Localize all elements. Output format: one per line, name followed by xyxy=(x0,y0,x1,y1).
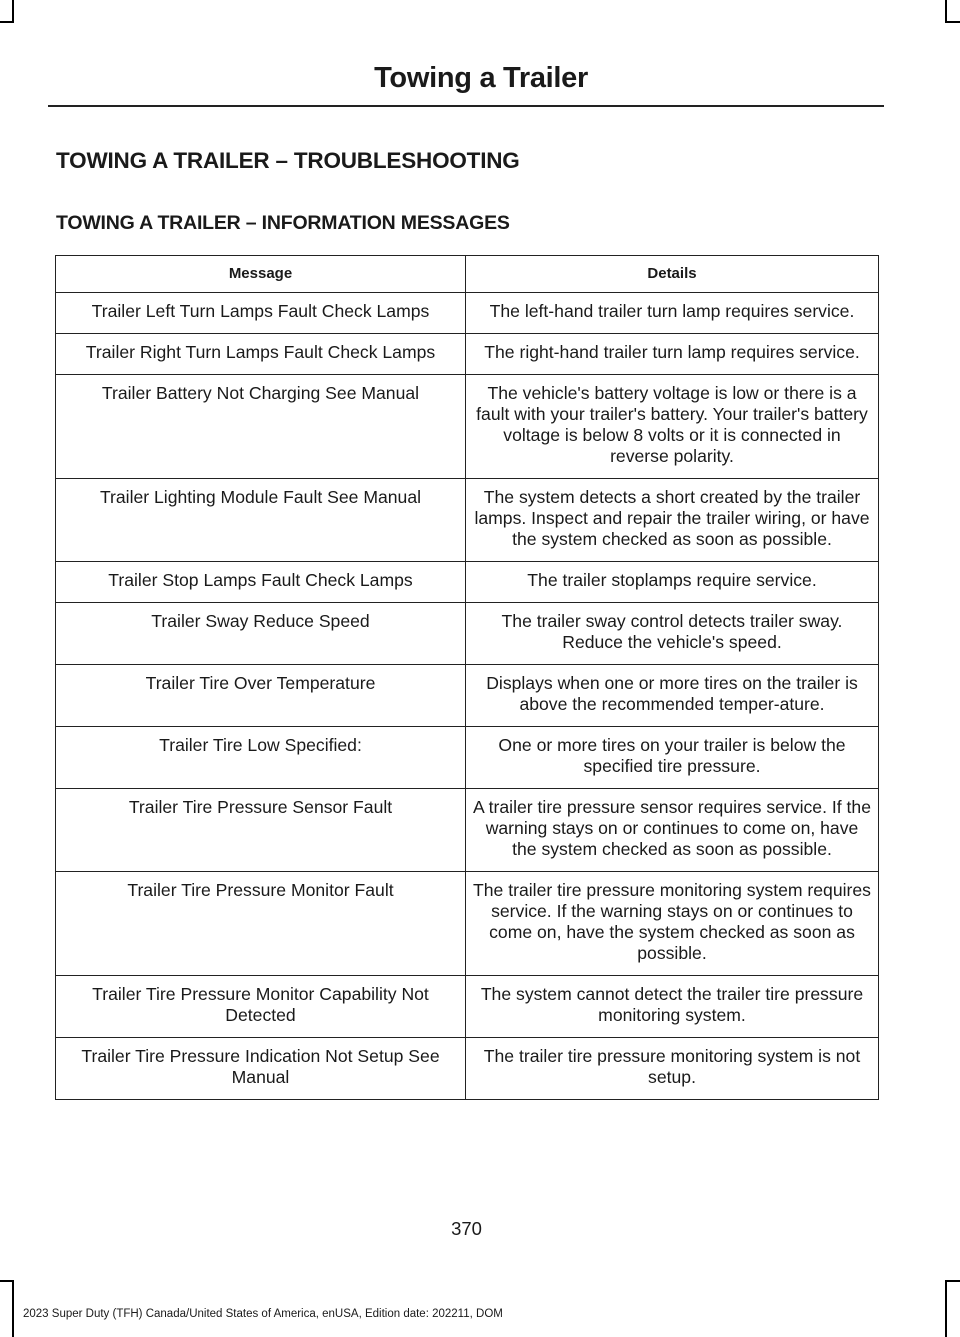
crop-mark-bottom-right-horizontal xyxy=(945,1280,960,1282)
details-cell: The trailer stoplamps require service. xyxy=(466,562,879,603)
crop-mark-bottom-right-vertical xyxy=(945,1280,947,1337)
details-cell: A trailer tire pressure sensor requires service. If the warning stays on or continues to come on, have the system checked as soon as possible. xyxy=(466,789,879,872)
message-cell: Trailer Lighting Module Fault See Manual xyxy=(56,479,466,562)
page-number: 370 xyxy=(451,1218,482,1239)
table-row xyxy=(56,665,879,727)
message-cell: Trailer Stop Lamps Fault Check Lamps xyxy=(56,562,466,603)
details-cell: The trailer tire pressure monitoring system is not setup. xyxy=(466,1038,879,1100)
details-cell: The trailer sway control detects trailer sway. Reduce the vehicle's speed. xyxy=(466,603,879,665)
details-cell: The trailer tire pressure monitoring system requires service. If the warning stays on or continues to come on, have the system checked as soon as possible. xyxy=(466,872,879,976)
message-cell: Trailer Tire Over Temperature xyxy=(56,665,466,727)
details-cell: The system cannot detect the trailer tire pressure monitoring system. xyxy=(466,976,879,1038)
section-heading: TOWING A TRAILER – TROUBLESHOOTING xyxy=(56,148,520,173)
information-messages-table xyxy=(55,255,879,1100)
message-cell: Trailer Tire Low Specified: xyxy=(56,727,466,789)
chapter-title: Towing a Trailer xyxy=(374,62,588,94)
message-cell: Trailer Right Turn Lamps Fault Check Lamps xyxy=(56,334,466,375)
crop-mark-top-right-vertical xyxy=(945,0,947,22)
document-footer: 2023 Super Duty (TFH) Canada/United States of America, enUSA, Edition date: 202211, DOM xyxy=(23,1308,503,1320)
details-cell: Displays when one or more tires on the trailer is above the recommended temper-ature. xyxy=(466,665,879,727)
table-row xyxy=(56,872,879,976)
message-cell: Trailer Tire Pressure Indication Not Setup See Manual xyxy=(56,1038,466,1100)
details-cell: The right-hand trailer turn lamp requires service. xyxy=(466,334,879,375)
column-header-details: Details xyxy=(466,256,879,293)
table-row xyxy=(56,562,879,603)
details-cell: The left-hand trailer turn lamp requires service. xyxy=(466,293,879,334)
message-cell: Trailer Tire Pressure Sensor Fault xyxy=(56,789,466,872)
message-cell: Trailer Tire Pressure Monitor Fault xyxy=(56,872,466,976)
details-cell: The vehicle's battery voltage is low or there is a fault with your trailer's battery. Your trailer's battery voltage is below 8 volts or it is connected in reverse polarity. xyxy=(466,375,879,479)
message-cell: Trailer Sway Reduce Speed xyxy=(56,603,466,665)
section-subheading: TOWING A TRAILER – INFORMATION MESSAGES xyxy=(56,212,510,234)
table-row xyxy=(56,976,879,1038)
details-cell: The system detects a short created by the trailer lamps. Inspect and repair the trailer wiring, or have the system checked as soon as possible. xyxy=(466,479,879,562)
crop-mark-top-left-horizontal xyxy=(0,21,14,23)
table-row xyxy=(56,479,879,562)
crop-mark-top-left-vertical xyxy=(12,0,14,22)
table-row xyxy=(56,1038,879,1100)
message-cell: Trailer Tire Pressure Monitor Capability Not Detected xyxy=(56,976,466,1038)
table-row xyxy=(56,334,879,375)
table-row xyxy=(56,727,879,789)
table-row xyxy=(56,789,879,872)
crop-mark-bottom-left-vertical xyxy=(12,1280,14,1337)
table-row xyxy=(56,603,879,665)
message-cell: Trailer Battery Not Charging See Manual xyxy=(56,375,466,479)
table-row xyxy=(56,293,879,334)
table-header-row xyxy=(56,256,879,293)
message-cell: Trailer Left Turn Lamps Fault Check Lamps xyxy=(56,293,466,334)
header-divider xyxy=(48,105,884,107)
table-row xyxy=(56,375,879,479)
crop-mark-top-right-horizontal xyxy=(945,21,960,23)
details-cell: One or more tires on your trailer is below the specified tire pressure. xyxy=(466,727,879,789)
column-header-message: Message xyxy=(56,256,466,293)
